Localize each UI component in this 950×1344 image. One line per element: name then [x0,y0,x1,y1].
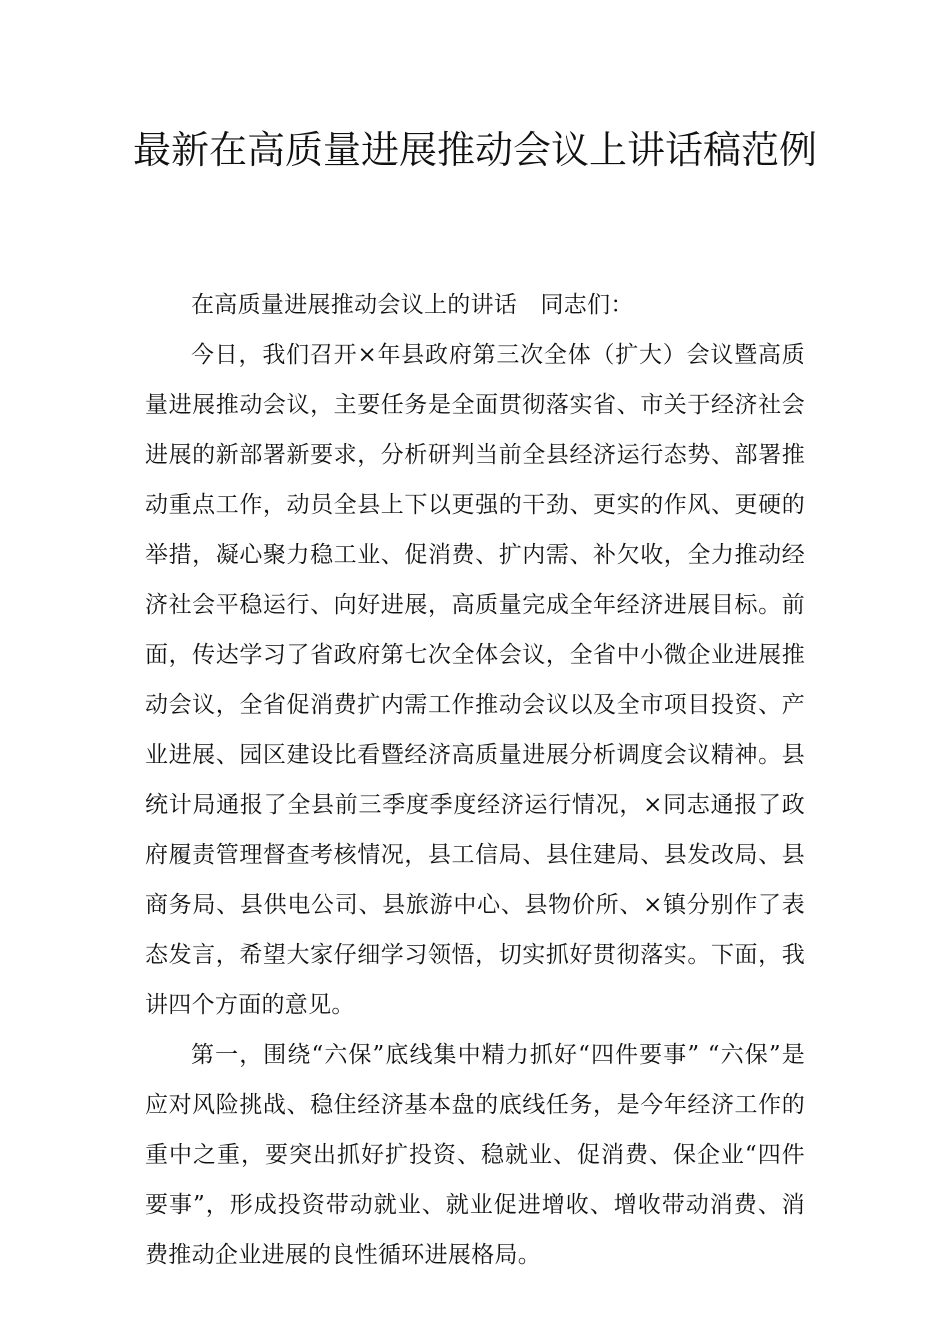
paragraph-first-point: 第一，围绕“六保”底线集中精力抓好“四件要事” “六保”是应对风险挑战、稳住经济基本盘的底线任务，是今年经济工作的重中之重，要突出抓好扩投资、稳就业、促消费、保企业“四件要事”，形成投资带动就业、就业促进增收、增收带动消费、消费推动企业进展的良性循环进展格局。 [145,1042,805,1268]
paragraph-opening: 今日，我们召开×年县政府第三次全体（扩大）会议暨高质量进展推动会议，主要任务是全面贯彻落实省、市关于经济社会进展的新部署新要求，分析研判当前全县经济运行态势、部署推动重点工作，动员全县上下以更强的干劲、更实的作风、更硬的举措，凝心聚力稳工业、促消费、扩内需、补欠收，全力推动经济社会平稳运行、向好进展，高质量完成全年经济进展目标。前面，传达学习了省政府第七次全体会议，全省中小微企业进展推动会议，全省促消费扩内需工作推动会议以及全市项目投资、产业进展、园区建设比看暨经济高质量进展分析调度会议精神。县统计局通报了全县前三季度季度经济运行情况，×同志通报了政府履责管理督查考核情况，县工信局、县住建局、县发改局、县商务局、县供电公司、县旅游中心、县物价所、×镇分别作了表态发言，希望大家仔细学习领悟，切实抓好贯彻落实。下面，我讲四个方面的意见。 [145,342,805,1018]
document-body [145,280,805,1280]
paragraph-greeting: 在高质量进展推动会议上的讲话 同志们： [191,292,634,318]
document-title: 最新在高质量进展推动会议上讲话稿范例 [132,128,817,172]
